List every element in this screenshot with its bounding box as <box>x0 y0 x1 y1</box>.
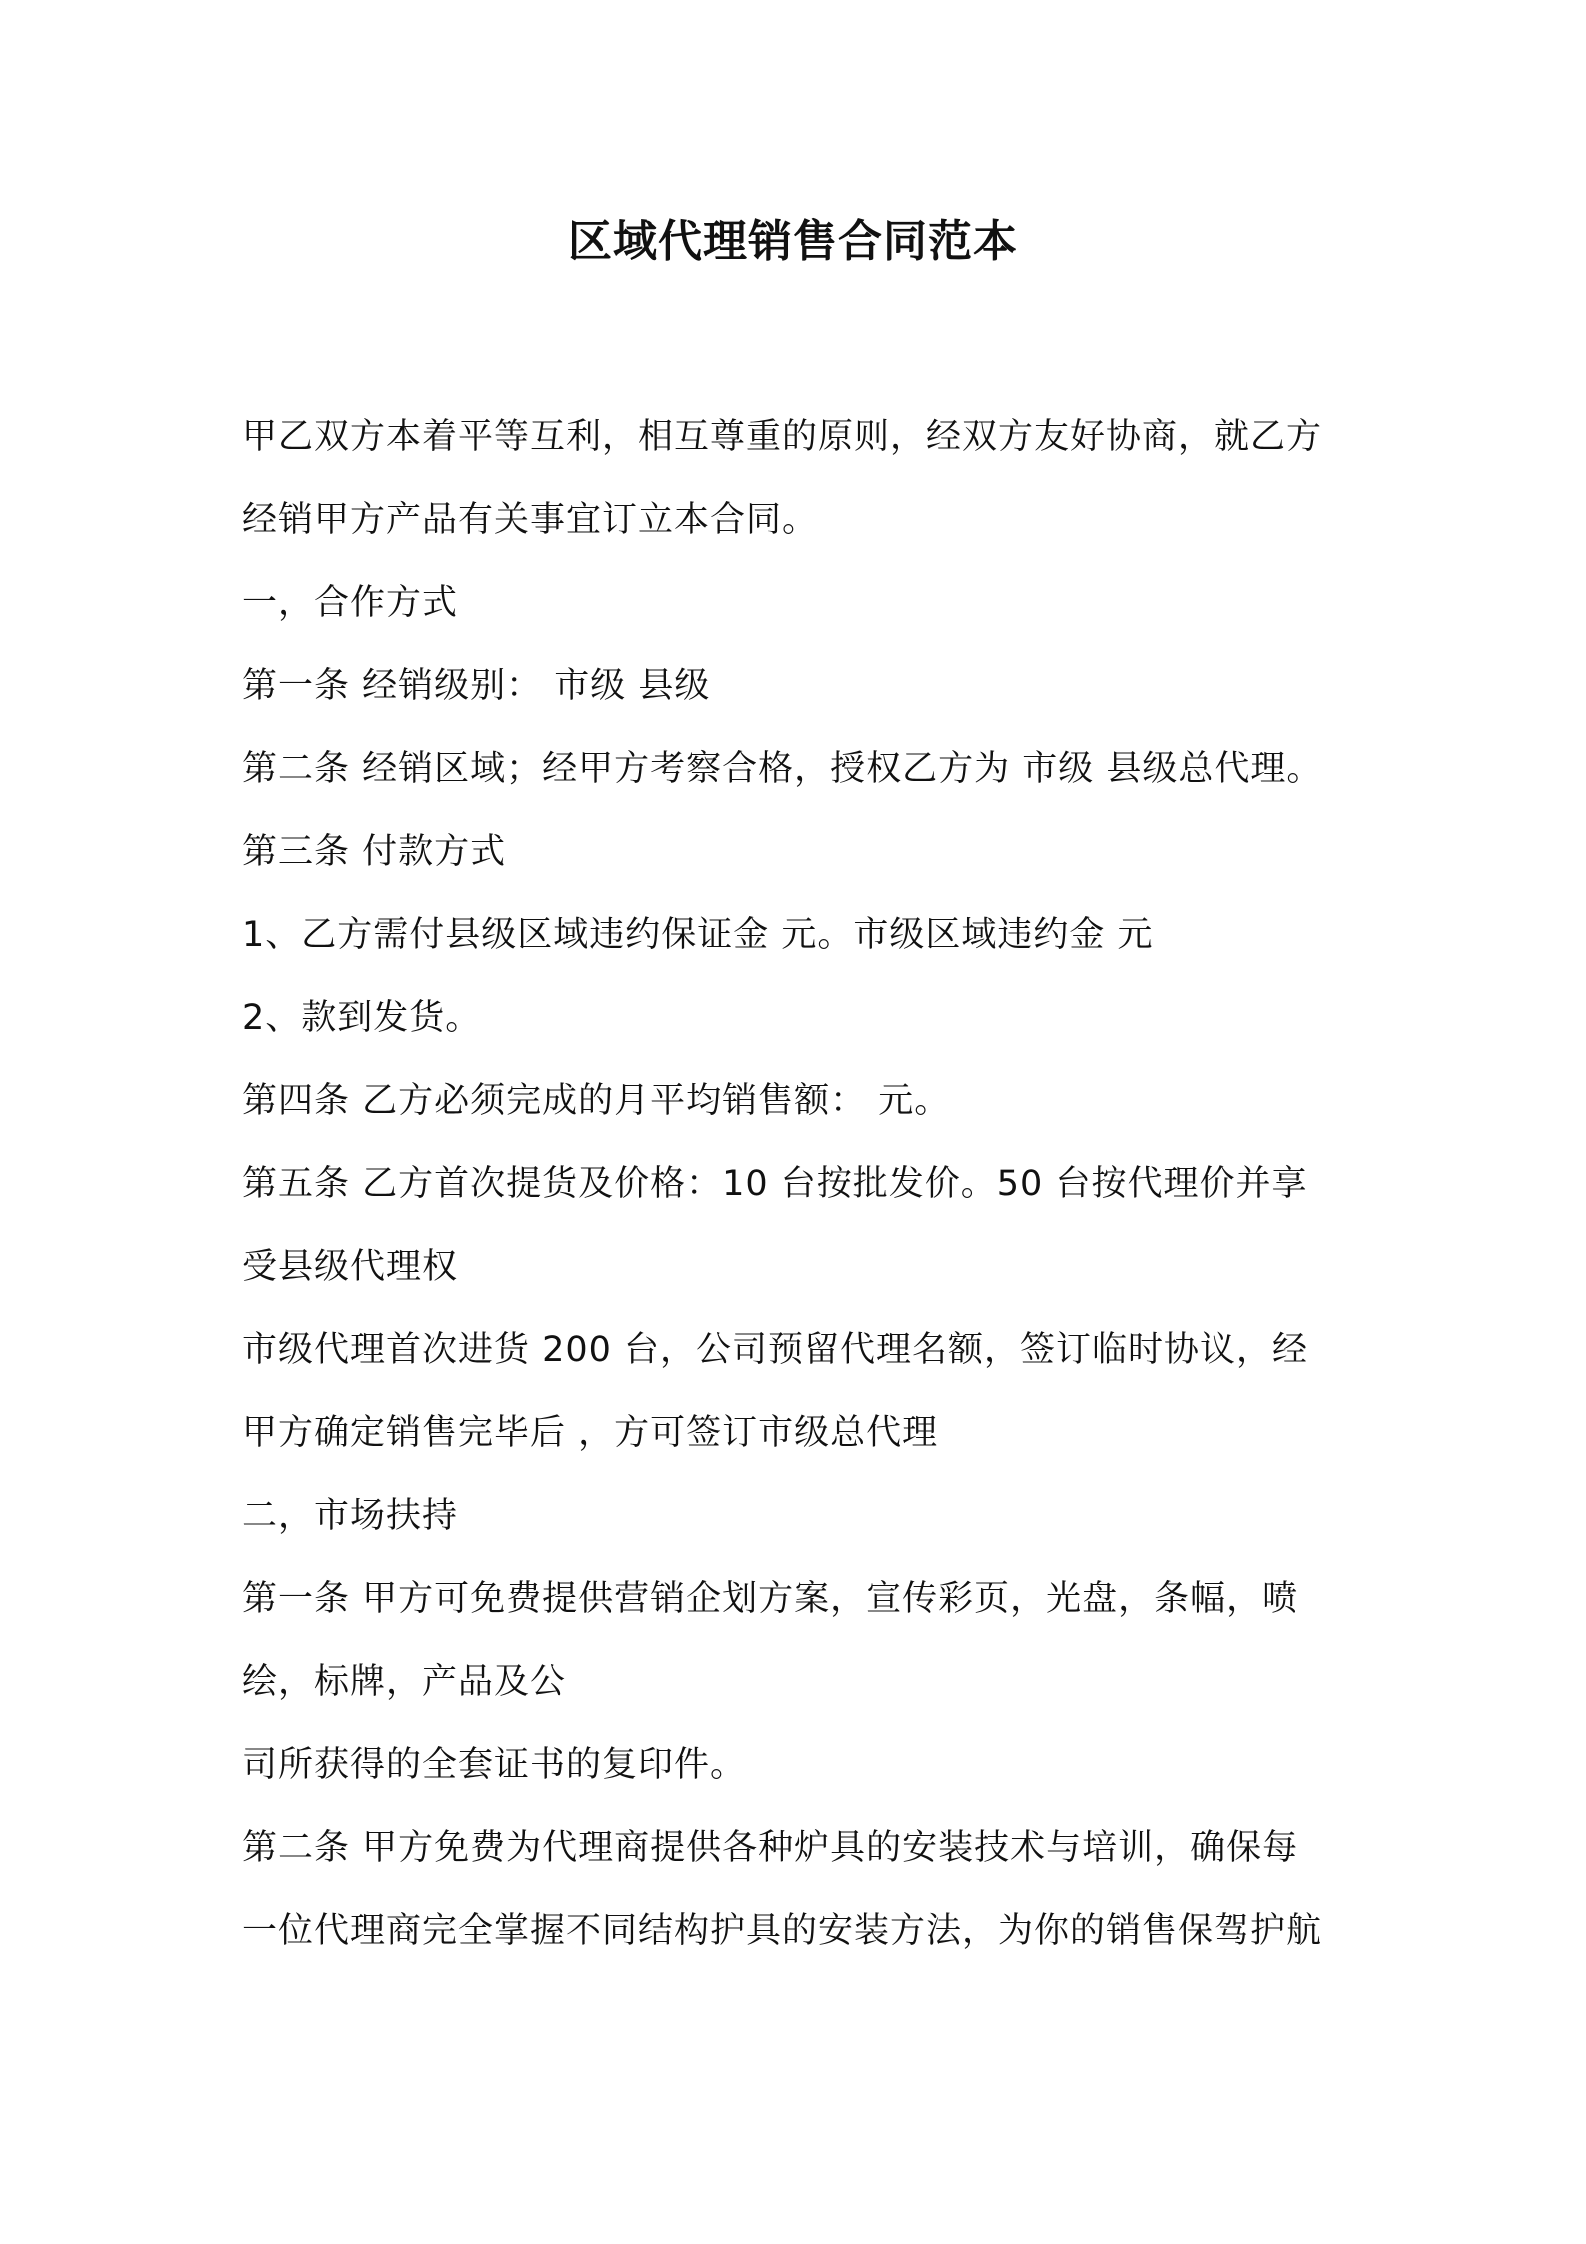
document-title: 区域代理销售合同范本 <box>568 216 1018 267</box>
clause-line: 第一条 经销级别： 市级 县级 <box>242 666 711 706</box>
clause-line: 第三条 付款方式 <box>242 832 507 872</box>
paragraph-line: 受县级代理权 <box>242 1247 459 1287</box>
paragraph-line: 司所获得的全套证书的复印件。 <box>242 1745 747 1785</box>
paragraph-line: 市级代理首次进货 200 台，公司预留代理名额，签订临时协议，经 <box>242 1330 1309 1370</box>
paragraph-line: 一位代理商完全掌握不同结构护具的安装方法，为你的销售保驾护航 <box>242 1911 1323 1951</box>
clause-line: 第一条 甲方可免费提供营销企划方案，宣传彩页，光盘，条幅，喷 <box>242 1579 1299 1619</box>
clause-line: 第四条 乙方必须完成的月平均销售额： 元。 <box>242 1081 951 1121</box>
clause-line: 第二条 经销区域；经甲方考察合格，授权乙方为 市级 县级总代理。 <box>242 749 1323 789</box>
section-heading: 一，合作方式 <box>242 583 459 623</box>
paragraph-line: 甲方确定销售完毕后 ，方可签订市级总代理 <box>242 1413 939 1453</box>
clause-line: 第五条 乙方首次提货及价格：10 台按批发价。50 台按代理价并享 <box>242 1164 1308 1204</box>
list-item: 2、款到发货。 <box>242 998 482 1038</box>
clause-line: 第二条 甲方免费为代理商提供各种炉具的安装技术与培训，确保每 <box>242 1828 1299 1868</box>
paragraph-line: 绘，标牌，产品及公 <box>242 1662 567 1702</box>
paragraph-line: 经销甲方产品有关事宜订立本合同。 <box>242 500 819 540</box>
paragraph-line: 甲乙双方本着平等互利，相互尊重的原则，经双方友好协商，就乙方 <box>242 417 1323 457</box>
section-heading: 二，市场扶持 <box>242 1496 459 1536</box>
list-item: 1、乙方需付县级区域违约保证金 元。市级区域违约金 元 <box>242 915 1154 955</box>
